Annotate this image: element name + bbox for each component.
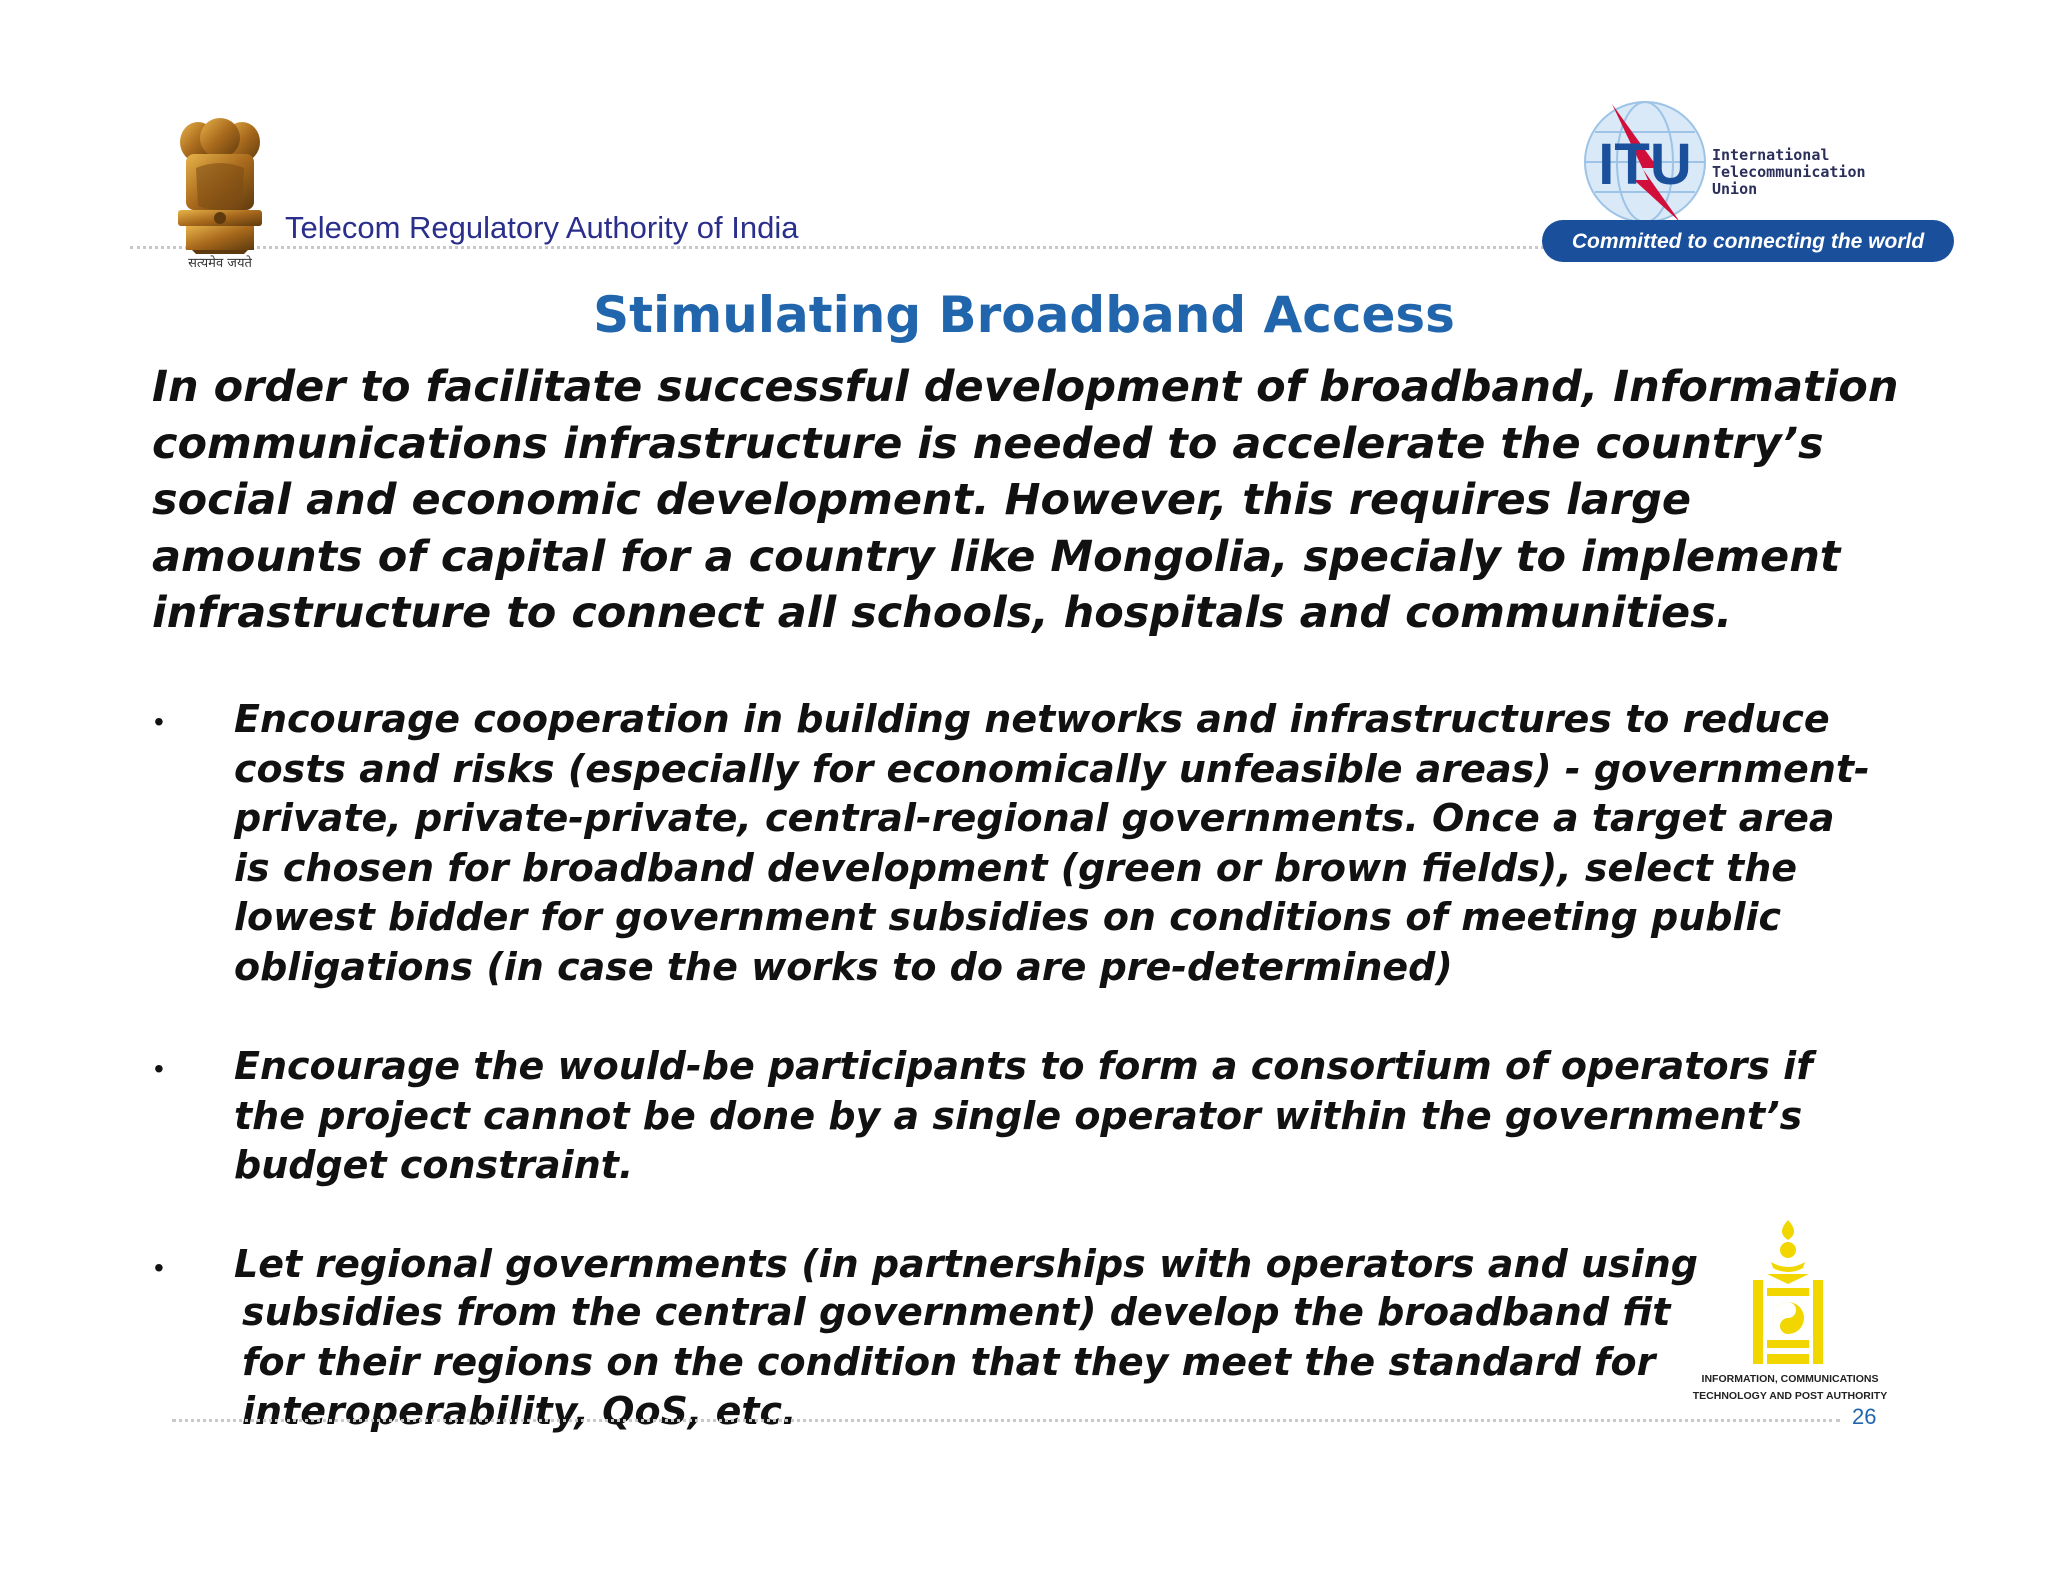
intro-paragraph: In order to facilitate successful development of broadband, Information communications infrastructure is needed to accelerate the country’s social and economic development. However, this requires large amounts of capital for a country like Mongolia, specialy to implement infrastructure to connect all schools, hospitals and communities. — [152, 362, 1899, 638]
page-number: 26 — [1852, 1404, 1877, 1429]
header-divider — [130, 246, 1550, 249]
itu-tagline: Committed to connecting the world — [1571, 230, 1925, 253]
itu-name-line-2: Telecommunication — [1712, 163, 1866, 181]
bullet-marker: • — [154, 1252, 164, 1283]
soyombo-emblem-icon — [1745, 1218, 1831, 1368]
mn-caption-line-1: INFORMATION, COMMUNICATIONS — [1701, 1373, 1879, 1385]
bullet-marker: • — [154, 706, 164, 737]
mn-caption-line-2: TECHNOLOGY AND POST AUTHORITY — [1692, 1390, 1888, 1402]
bullet-marker: • — [154, 1053, 164, 1084]
bullet-text-3-rest: subsidies from the central government) develop the broadband fit for their regions on the condition that they meet the standard for interoperability, QoS, etc. — [242, 1290, 1671, 1433]
footer-divider — [172, 1419, 1840, 1422]
ashoka-lion-capital-icon — [172, 118, 268, 270]
emblem-motto: सत्यमेव जयते — [188, 256, 252, 271]
itu-name-line-1: International — [1712, 146, 1830, 164]
slide-title: Stimulating Broadband Access — [593, 286, 1455, 344]
itu-acronym: ITU — [1598, 132, 1692, 197]
org-name: Telecom Regulatory Authority of India — [285, 210, 799, 245]
bullet-text-1: Encourage cooperation in building networks and infrastructures to reduce costs and risks (especially for economically unfeasible areas) - government-private, private-private, central-regional governments. Once a target area is chosen for broadband development (green or brown fields), select the lowest bidder for government subsidies on conditions of meeting public obligations (in case the works to do are pre-determined) — [234, 697, 1870, 989]
bullet-text-3-first-line: Let regional governments (in partnerships with operators and using — [234, 1242, 1698, 1286]
mn-authority-caption — [1676, 1371, 1904, 1405]
itu-logo — [1540, 96, 1960, 266]
bullet-text-2: Encourage the would-be participants to form a consortium of operators if the project cannot be done by a single operator within the government’s budget constraint. — [234, 1044, 1813, 1187]
itu-name-line-3: Union — [1712, 180, 1758, 198]
